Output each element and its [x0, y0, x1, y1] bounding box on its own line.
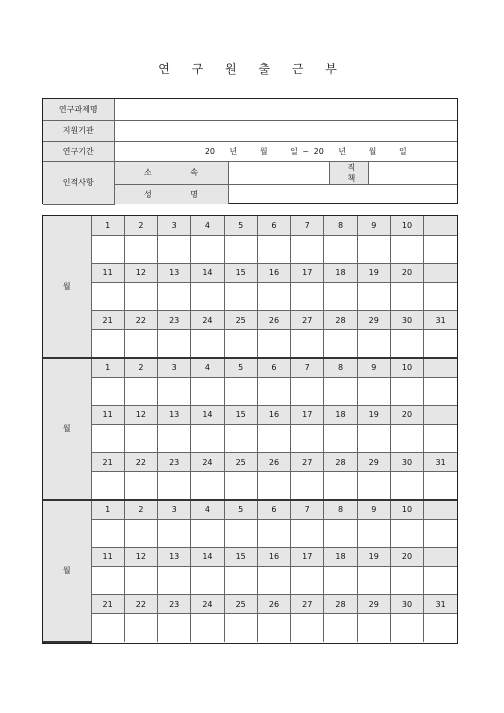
attendance-entry-row [43, 377, 457, 405]
attendance-cell[interactable] [424, 566, 457, 594]
attendance-cell[interactable] [91, 472, 124, 500]
attendance-cell[interactable] [291, 330, 324, 358]
day-number: 26 [257, 453, 290, 472]
day-number: 17 [291, 547, 324, 566]
day-number [424, 263, 457, 282]
day-number: 23 [158, 311, 191, 330]
day-number-row [43, 595, 457, 614]
day-number: 24 [191, 595, 224, 614]
attendance-cell[interactable] [91, 614, 124, 642]
attendance-cell[interactable] [324, 330, 357, 358]
day-number: 18 [324, 405, 357, 424]
day-number: 14 [191, 547, 224, 566]
attendance-cell[interactable] [257, 566, 290, 594]
attendance-cell[interactable] [191, 282, 224, 310]
period-start-year: 20 [204, 146, 215, 156]
attendance-cell[interactable] [158, 377, 191, 405]
day-number: 27 [291, 311, 324, 330]
attendance-cell[interactable] [291, 377, 324, 405]
day-number: 9 [357, 216, 390, 235]
attendance-cell[interactable] [124, 235, 157, 263]
attendance-cell[interactable] [291, 472, 324, 500]
day-number: 30 [390, 453, 423, 472]
project-field[interactable] [114, 99, 457, 120]
day-number: 17 [291, 405, 324, 424]
day-number: 24 [191, 453, 224, 472]
attendance-cell[interactable] [191, 566, 224, 594]
day-number: 31 [424, 595, 457, 614]
month-label: 월 [43, 500, 91, 642]
day-number: 5 [224, 500, 257, 519]
position-label: 직 책 [329, 161, 368, 184]
day-number: 6 [257, 216, 290, 235]
attendance-cell[interactable] [91, 235, 124, 263]
affil-label: 소 속 [114, 161, 228, 184]
day-number: 20 [390, 263, 423, 282]
attendance-cell[interactable] [224, 235, 257, 263]
attendance-cell[interactable] [158, 330, 191, 358]
attendance-entry-row [43, 424, 457, 452]
attendance-cell[interactable] [191, 424, 224, 452]
attendance-cell[interactable] [390, 472, 423, 500]
attendance-cell[interactable] [257, 282, 290, 310]
attendance-entry-row [43, 614, 457, 642]
day-number: 19 [357, 263, 390, 282]
day-number: 3 [158, 358, 191, 377]
day-number: 15 [224, 263, 257, 282]
day-number [424, 405, 457, 424]
attendance-cell[interactable] [124, 472, 157, 500]
month-label: 월 [43, 216, 91, 358]
period-start-day-unit: 일 [290, 146, 298, 156]
attendance-cell[interactable] [124, 566, 157, 594]
day-number: 14 [191, 405, 224, 424]
day-number: 9 [357, 358, 390, 377]
day-number-row [43, 500, 457, 519]
day-number: 9 [357, 500, 390, 519]
attendance-cell[interactable] [291, 235, 324, 263]
attendance-cell[interactable] [324, 472, 357, 500]
attendance-cell[interactable] [124, 614, 157, 642]
day-number: 30 [390, 595, 423, 614]
day-number: 3 [158, 216, 191, 235]
attendance-cell[interactable] [158, 472, 191, 500]
day-number-row [43, 405, 457, 424]
affil-field[interactable] [228, 161, 329, 184]
day-number: 14 [191, 263, 224, 282]
attendance-cell[interactable] [257, 472, 290, 500]
name-label: 성 명 [114, 184, 228, 204]
attendance-cell[interactable] [324, 377, 357, 405]
day-number: 15 [224, 405, 257, 424]
day-number: 22 [124, 595, 157, 614]
day-number: 25 [224, 453, 257, 472]
period-field[interactable] [114, 141, 457, 161]
day-number: 8 [324, 216, 357, 235]
attendance-cell[interactable] [124, 424, 157, 452]
day-number: 11 [91, 547, 124, 566]
attendance-cell[interactable] [390, 282, 423, 310]
attendance-cell[interactable] [357, 282, 390, 310]
attendance-cell[interactable] [424, 330, 457, 358]
project-label: 연구과제명 [43, 99, 114, 120]
attendance-cell[interactable] [124, 519, 157, 547]
attendance-entry-row [43, 472, 457, 500]
day-number: 31 [424, 453, 457, 472]
day-number: 7 [291, 216, 324, 235]
attendance-cell[interactable] [91, 330, 124, 358]
day-number: 1 [91, 358, 124, 377]
period-end-day-unit: 일 [398, 146, 407, 156]
attendance-cell[interactable] [257, 235, 290, 263]
day-number: 18 [324, 263, 357, 282]
day-number [424, 500, 457, 519]
day-number: 18 [324, 547, 357, 566]
day-number: 13 [158, 405, 191, 424]
day-number: 22 [124, 453, 157, 472]
day-number: 10 [390, 358, 423, 377]
attendance-entry-row [43, 330, 457, 358]
day-number: 2 [124, 500, 157, 519]
person-label: 인적사항 [43, 161, 114, 204]
day-number: 28 [324, 453, 357, 472]
attendance-cell[interactable] [191, 235, 224, 263]
day-number: 29 [357, 453, 390, 472]
attendance-cell[interactable] [424, 235, 457, 263]
day-number-row [43, 358, 457, 377]
attendance-entry-row [43, 235, 457, 263]
day-number: 4 [191, 358, 224, 377]
attendance-cell[interactable] [424, 614, 457, 642]
day-number: 19 [357, 547, 390, 566]
attendance-cell[interactable] [324, 519, 357, 547]
attendance-cell[interactable] [224, 330, 257, 358]
attendance-cell[interactable] [324, 235, 357, 263]
attendance-cell[interactable] [390, 377, 423, 405]
day-number: 6 [257, 358, 290, 377]
day-number: 12 [124, 263, 157, 282]
attendance-cell[interactable] [324, 424, 357, 452]
attendance-cell[interactable] [390, 614, 423, 642]
attendance-cell[interactable] [357, 330, 390, 358]
day-number: 7 [291, 358, 324, 377]
day-number: 1 [91, 216, 124, 235]
attendance-cell[interactable] [224, 519, 257, 547]
day-number: 23 [158, 453, 191, 472]
day-number: 26 [257, 595, 290, 614]
day-number: 26 [257, 311, 290, 330]
day-number: 8 [324, 358, 357, 377]
attendance-cell[interactable] [158, 235, 191, 263]
day-number: 3 [158, 500, 191, 519]
attendance-cell[interactable] [191, 377, 224, 405]
attendance-cell[interactable] [257, 330, 290, 358]
attendance-cell[interactable] [191, 472, 224, 500]
attendance-cell[interactable] [357, 377, 390, 405]
attendance-cell[interactable] [224, 566, 257, 594]
attendance-cell[interactable] [257, 377, 290, 405]
day-number: 11 [91, 405, 124, 424]
attendance-cell[interactable] [291, 566, 324, 594]
attendance-cell[interactable] [291, 282, 324, 310]
day-number: 20 [390, 405, 423, 424]
day-number: 21 [91, 311, 124, 330]
attendance-cell[interactable] [424, 282, 457, 310]
day-number: 24 [191, 311, 224, 330]
attendance-cell[interactable] [390, 235, 423, 263]
attendance-cell[interactable] [158, 566, 191, 594]
day-number: 31 [424, 311, 457, 330]
attendance-cell[interactable] [91, 519, 124, 547]
attendance-cell[interactable] [224, 614, 257, 642]
attendance-cell[interactable] [357, 235, 390, 263]
attendance-cell[interactable] [390, 330, 423, 358]
org-field[interactable] [114, 120, 457, 141]
attendance-cell[interactable] [191, 330, 224, 358]
period-end-month-unit: 월 [368, 146, 377, 156]
attendance-cell[interactable] [158, 614, 191, 642]
day-number: 17 [291, 263, 324, 282]
day-number: 5 [224, 216, 257, 235]
month-label: 월 [43, 358, 91, 500]
period-end-year-unit: 년 [338, 146, 347, 156]
day-number: 25 [224, 595, 257, 614]
day-number: 7 [291, 500, 324, 519]
day-number: 11 [91, 263, 124, 282]
day-number-row [43, 216, 457, 235]
period-start-year-unit: 년 [229, 146, 238, 156]
attendance-cell[interactable] [424, 472, 457, 500]
attendance-cell[interactable] [224, 377, 257, 405]
day-number: 16 [257, 263, 290, 282]
attendance-calendar [42, 215, 458, 644]
attendance-cell[interactable] [357, 472, 390, 500]
attendance-cell[interactable] [390, 424, 423, 452]
day-number: 30 [390, 311, 423, 330]
attendance-cell[interactable] [291, 614, 324, 642]
period-separator: ~ [302, 146, 310, 156]
day-number: 28 [324, 595, 357, 614]
day-number: 4 [191, 216, 224, 235]
attendance-cell[interactable] [257, 424, 290, 452]
attendance-cell[interactable] [390, 566, 423, 594]
attendance-cell[interactable] [390, 519, 423, 547]
attendance-cell[interactable] [424, 377, 457, 405]
period-label: 연구기간 [43, 141, 114, 161]
attendance-cell[interactable] [424, 519, 457, 547]
day-number: 12 [124, 405, 157, 424]
day-number: 10 [390, 216, 423, 235]
attendance-cell[interactable] [257, 519, 290, 547]
day-number [424, 547, 457, 566]
day-number: 16 [257, 547, 290, 566]
attendance-cell[interactable] [257, 614, 290, 642]
page-title: 연 구 원 출 근 부 [158, 62, 346, 76]
day-number: 29 [357, 595, 390, 614]
attendance-cell[interactable] [324, 282, 357, 310]
attendance-cell[interactable] [324, 614, 357, 642]
attendance-cell[interactable] [124, 330, 157, 358]
attendance-cell[interactable] [291, 424, 324, 452]
day-number: 1 [91, 500, 124, 519]
attendance-cell[interactable] [357, 519, 390, 547]
period-start-month-unit: 월 [259, 146, 268, 156]
day-number-row [43, 453, 457, 472]
day-number: 8 [324, 500, 357, 519]
day-number: 15 [224, 547, 257, 566]
day-number-row [43, 311, 457, 330]
attendance-cell[interactable] [291, 519, 324, 547]
attendance-cell[interactable] [357, 424, 390, 452]
attendance-cell[interactable] [224, 472, 257, 500]
day-number: 13 [158, 547, 191, 566]
attendance-cell[interactable] [324, 566, 357, 594]
attendance-cell[interactable] [91, 566, 124, 594]
day-number: 19 [357, 405, 390, 424]
day-number: 27 [291, 453, 324, 472]
attendance-cell[interactable] [224, 282, 257, 310]
attendance-cell[interactable] [158, 282, 191, 310]
day-number: 23 [158, 595, 191, 614]
period-end-year: 20 [313, 146, 324, 156]
day-number: 20 [390, 547, 423, 566]
day-number: 28 [324, 311, 357, 330]
attendance-cell[interactable] [191, 519, 224, 547]
attendance-entry-row [43, 282, 457, 310]
day-number: 13 [158, 263, 191, 282]
day-number: 2 [124, 358, 157, 377]
day-number: 25 [224, 311, 257, 330]
info-table [42, 98, 458, 204]
attendance-cell[interactable] [357, 566, 390, 594]
day-number: 16 [257, 405, 290, 424]
attendance-cell[interactable] [357, 614, 390, 642]
day-number: 4 [191, 500, 224, 519]
attendance-entry-row [43, 566, 457, 594]
attendance-entry-row [43, 519, 457, 547]
day-number: 6 [257, 500, 290, 519]
attendance-cell[interactable] [91, 377, 124, 405]
org-label: 지원기관 [43, 120, 114, 141]
position-field[interactable] [368, 161, 457, 184]
attendance-cell[interactable] [158, 424, 191, 452]
day-number: 12 [124, 547, 157, 566]
day-number: 21 [91, 453, 124, 472]
day-number-row [43, 547, 457, 566]
name-field[interactable] [228, 184, 457, 204]
day-number: 29 [357, 311, 390, 330]
day-number [424, 358, 457, 377]
day-number: 5 [224, 358, 257, 377]
day-number [424, 216, 457, 235]
attendance-cell[interactable] [91, 282, 124, 310]
attendance-cell[interactable] [158, 519, 191, 547]
attendance-cell[interactable] [124, 282, 157, 310]
day-number: 10 [390, 500, 423, 519]
day-number: 2 [124, 216, 157, 235]
day-number-row [43, 263, 457, 282]
attendance-cell[interactable] [124, 377, 157, 405]
attendance-cell[interactable] [224, 424, 257, 452]
day-number: 27 [291, 595, 324, 614]
attendance-cell[interactable] [424, 424, 457, 452]
attendance-cell[interactable] [91, 424, 124, 452]
attendance-cell[interactable] [191, 614, 224, 642]
day-number: 22 [124, 311, 157, 330]
day-number: 21 [91, 595, 124, 614]
